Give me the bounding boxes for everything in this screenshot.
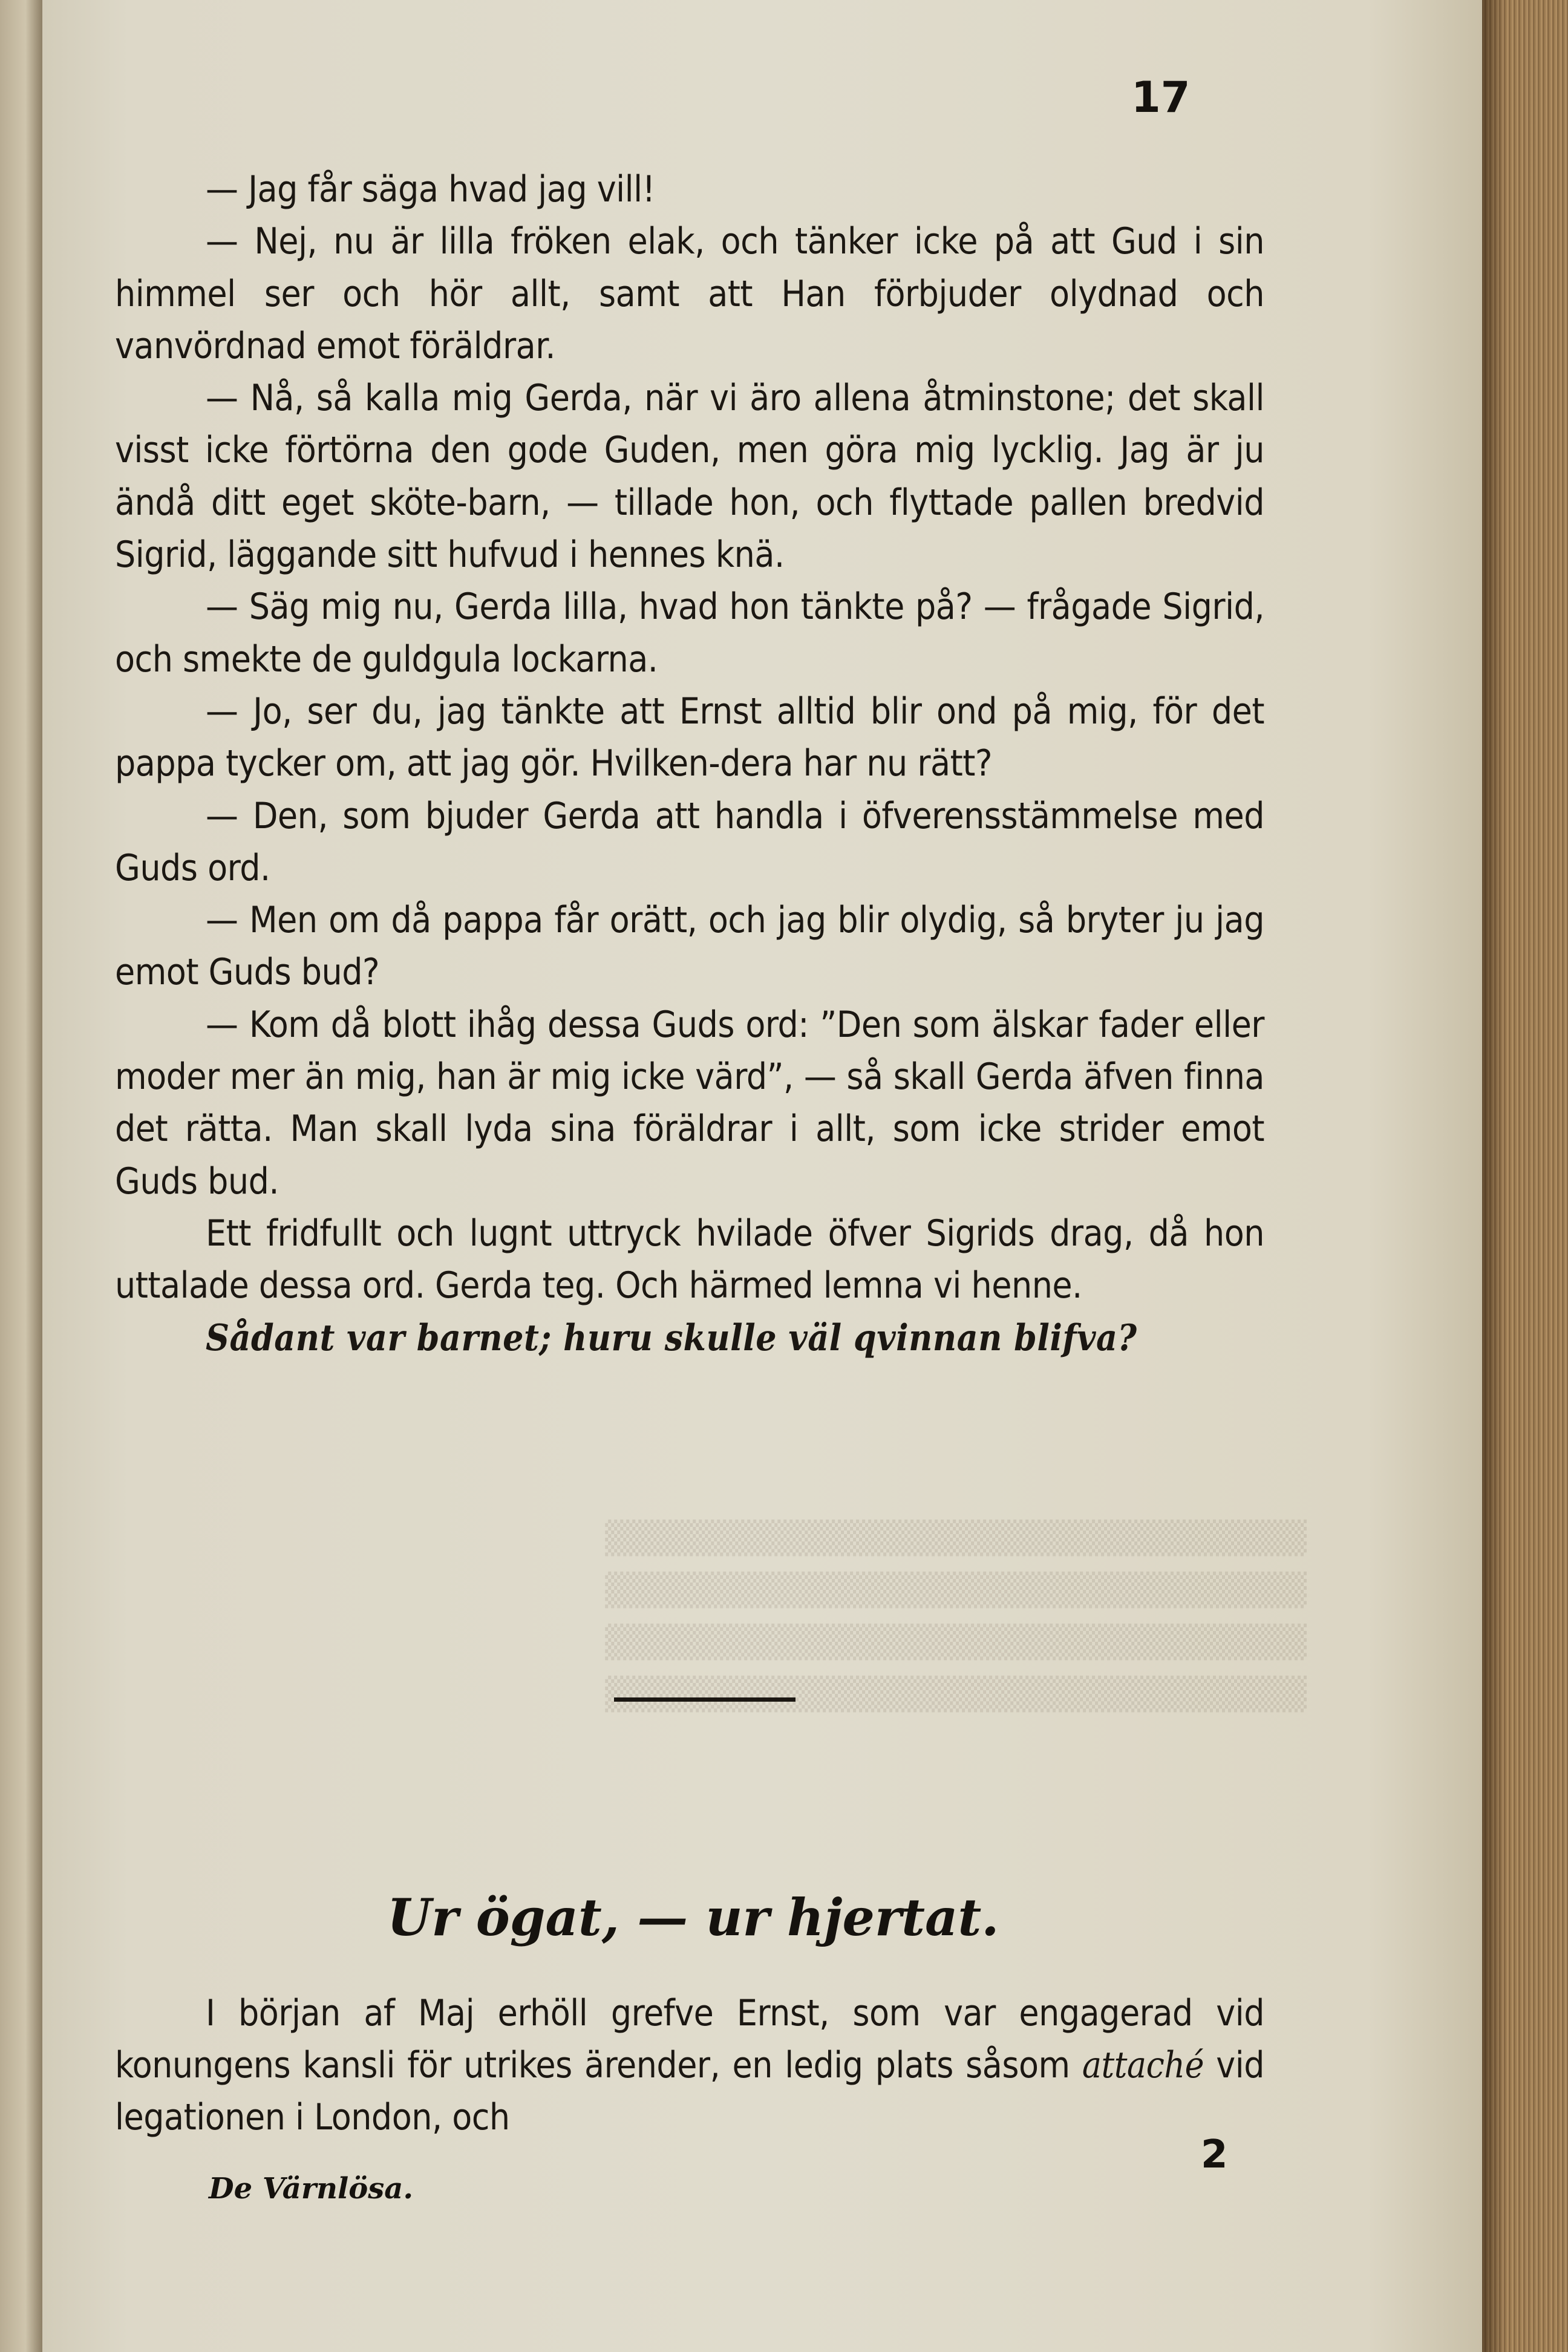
opening-text-start: I början af Maj erhöll grefve Ernst, som var engagerad vid konungens kansli för utrikes ärender, en ledig plats såsom <box>115 1992 1264 2086</box>
paragraph: — Nej, nu är lilla fröken elak, och tänker icke på att Gud i sin himmel ser och hör allt, samt att Han förbjuder olydnad och vanvördnad emot föräldrar. <box>115 220 1264 367</box>
section-title: Ur ögat, — ur hjertat. <box>387 1887 999 1947</box>
paragraph: — Jo, ser du, jag tänkte att Ernst alltid blir ond på mig, för det pappa tycker om, att jag gör. Hvilken-dera har nu rätt? <box>115 690 1264 785</box>
paragraph <box>115 1987 1264 2143</box>
paragraph: — Jag får säga hvad jag vill! <box>206 168 655 211</box>
opening-text-end: vid legationen i London, och <box>115 2044 1264 2138</box>
page-number: 17 <box>1131 73 1191 122</box>
section-divider-rule <box>614 1697 795 1702</box>
paragraph: — Säg mig nu, Gerda lilla, hvad hon tänkte på? — frågade Sigrid, och smekte de guldgula lockarna. <box>115 586 1264 681</box>
bleed-through-texture: ▒▒▒▒▒▒▒▒▒▒▒▒▒▒▒▒▒▒▒▒▒▒▒▒▒▒▒▒▒ ▒▒▒▒▒▒▒▒▒▒▒▒▒▒▒▒▒▒▒▒▒▒▒▒▒▒▒▒▒ ▒▒▒▒▒▒▒▒▒▒▒▒▒▒▒▒▒▒▒▒▒▒▒▒▒▒▒▒▒ ▒▒▒▒▒▒▒▒▒▒▒▒▒▒▒▒▒▒▒▒▒▒▒▒▒▒▒▒▒ <box>605 1520 1307 1713</box>
paragraph: — Nå, så kalla mig Gerda, när vi äro allena åtminstone; det skall visst icke förtörna den gode Guden, men göra mig lycklig. Jag är ju ändå ditt eget sköte-barn, — tillade hon, och flyttade pallen bredvid Sigrid, läggande sitt hufvud i hennes knä. <box>115 377 1264 577</box>
italic-word: attaché <box>1082 2044 1204 2086</box>
paragraph: Ett fridfullt och lugnt uttryck hvilade öfver Sigrids drag, då hon uttalade dessa ord. Gerda teg. Och härmed lemna vi henne. <box>115 1212 1264 1307</box>
paragraph: — Den, som bjuder Gerda att handla i öfverensstämmelse med Guds ord. <box>115 794 1264 889</box>
fore-edge-pages <box>1482 0 1568 2352</box>
paragraph: — Kom då blott ihåg dessa Guds ord: ”Den som älskar fader eller moder mer än mig, han är mig icke värd”, — så skall Gerda äfven finna det rätta. Man skall lyda sina föräldrar i allt, som icke strider emot Guds bud. <box>115 1003 1264 1203</box>
paragraph: — Men om då pappa får orätt, och jag blir olydig, så bryter ju jag emot Guds bud? <box>115 899 1264 994</box>
section-opening-text <box>115 1987 1264 2143</box>
previous-page-edge <box>0 0 42 2352</box>
closing-italic-paragraph: Sådant var barnet; huru skulle väl qvinnan blifva? <box>206 1316 1137 1359</box>
signature-mark: De Värnlösa. <box>209 2172 414 2206</box>
body-text <box>115 163 1264 1364</box>
sheet-number: 2 <box>1201 2132 1228 2177</box>
